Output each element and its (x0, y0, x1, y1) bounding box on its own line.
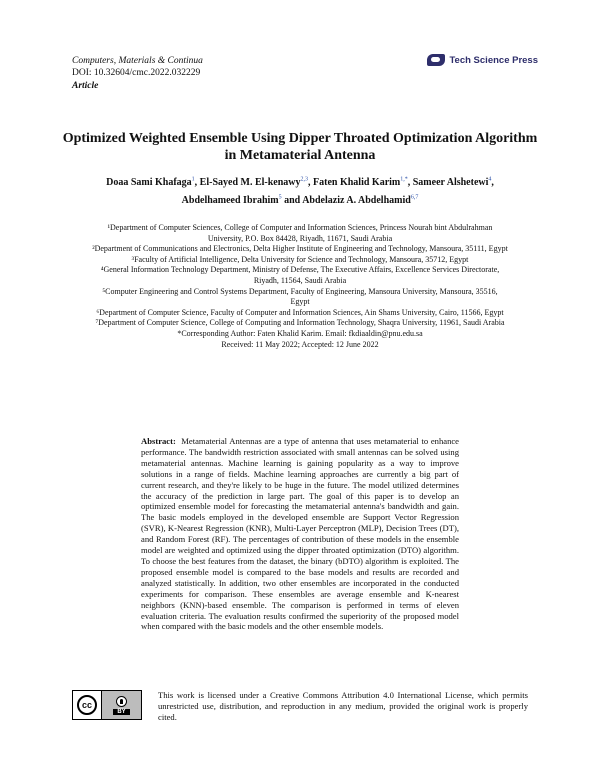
abstract-label: Abstract: (141, 436, 176, 446)
cc-by-badge[interactable] (72, 690, 142, 720)
cc-icon: cc (73, 691, 102, 719)
author-affil-mark[interactable]: 6,7 (410, 194, 419, 201)
author-affil-mark[interactable]: 4 (488, 177, 492, 183)
license-text: This work is licensed under a Creative Commons Attribution 4.0 International License, which permits unrestricted use, distribution, and reproduction in any medium, provided the original work is properly cited. (158, 690, 528, 722)
by-label: BY (113, 709, 129, 715)
publisher-icon (427, 54, 445, 66)
person-icon (116, 696, 127, 707)
author: Abdelaziz A. Abdelhamid$^{6,7}$ (302, 194, 419, 206)
paper-title: Optimized Weighted Ensemble Using Dipper Throated Optimization Algorithm in Metamaterial Antenna (62, 131, 538, 163)
publisher-logo (427, 54, 538, 66)
author-affil-mark[interactable]: 1 (191, 177, 195, 183)
received-accepted-dates: Received: 11 May 2022; Accepted: 12 June 2022 (221, 339, 379, 349)
affiliation: ⁶Department of Computer Science, Faculty of Computer and Information Sciences, Ain Shams University, Cairo, 11566, Egypt (96, 307, 504, 317)
author: Faten Khalid Karim$^{1,*}$, (313, 177, 413, 189)
author-affil-mark[interactable]: 2,3 (300, 177, 309, 183)
journal-name: Computers, Materials & Continua (72, 56, 203, 66)
author: El-Sayed M. El-kenawy$^{2,3}$, (199, 177, 314, 189)
affiliation: ²Department of Communications and Electronics, Delta Higher Institute of Engineering and Technology, Mansoura, 35111, Egypt (92, 244, 508, 254)
author-list (70, 173, 530, 208)
affiliation: ³Faculty of Artificial Intelligence, Delta University for Science and Technology, Mansoura, 35712, Egypt (131, 254, 469, 264)
corresponding-author: *Corresponding Author: Faten Khalid Karim. Email: fkdiaaldin@pnu.edu.sa (177, 328, 423, 338)
abstract-text: Metamaterial Antennas are a type of antenna that uses metamaterial to enhance performance. The bandwidth restriction associated with small antennas can be solved using metamaterial antennas. Machine learning is gaining popularity as a way to improve solutions in a range of fields. Machine learning approaches are currently a big part of current research, and they're likely to be huge in the future. The model utilized determines the accuracy of the prediction in large part. The goal of this paper is to develop an optimized ensemble model for forecasting the metamaterial antenna's bandwidth and gain. The basic models employed in the developed ensemble are Support Vector Regression (SVR), K-Nearest Regression (KNR), Multi-Layer Perceptron (MLP), Decision Trees (DT), and Random Forest (RF). The percentages of contribution of these models in the ensemble model are weighted and optimized using the dipper throated optimization (DTO) algorithm. To choose the best features from the dataset, the binary (bDTO) algorithm is exploited. The proposed ensemble model is compared to the base models and results are recorded and analyzed statistically. In addition, two other ensembles are incorporated in the conducted experiments for comparison. These ensembles are average ensemble and K-nearest neighbors (KNN)-based ensemble. The comparison is performed in terms of eleven evaluation criteria. The evaluation results confirmed the superiority of the proposed model when compared with the basic models and the other ensemble models. (141, 436, 460, 632)
author-affil-mark[interactable]: 5 (278, 194, 282, 201)
affiliation: ¹Department of Computer Sciences, College of Computer and Information Sciences, Princess Nourah bint Abdulrahman University, P.O. Box 84428, Riyadh, 11671, Saudi Arabia (107, 223, 493, 243)
doi[interactable]: DOI: 10.32604/cmc.2022.032229 (72, 68, 201, 78)
affiliation: ⁷Department of Computer Science, College of Computing and Information Technology, Shaqra University, 11961, Saudi Arabia (95, 318, 505, 328)
author-affil-mark[interactable]: 1,* (400, 177, 408, 183)
affiliation: ⁵Computer Engineering and Control Systems Department, Faculty of Engineering, Mansoura University, Mansoura, 35516, Egypt (102, 286, 498, 307)
affiliations (92, 223, 508, 350)
article-type: Article (72, 81, 99, 91)
affiliation: ⁴General Information Technology Department, Ministry of Defense, The Executive Affairs, Excellence Services Directorate, Riyadh, 11564, Saudi Arabia (100, 265, 500, 285)
author: Doaa Sami Khafaga$^1$, (106, 177, 200, 189)
author: Sameer Alshetewi$^4$, (412, 177, 494, 189)
by-icon-group (102, 691, 141, 719)
license-block (72, 690, 528, 723)
publisher-name: Tech Science Press (449, 54, 538, 66)
author: Abdelhameed Ibrahim$^5$ and (181, 194, 303, 206)
abstract (141, 436, 459, 632)
